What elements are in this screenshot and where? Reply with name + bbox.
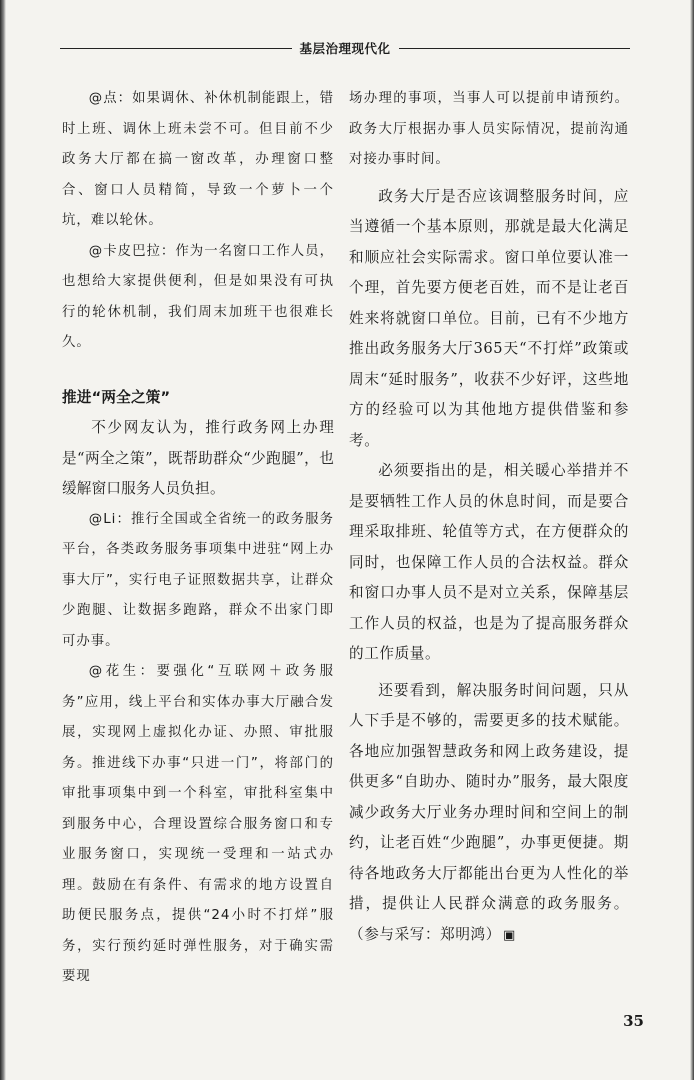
left-column [62,84,334,993]
body-paragraph: 必须要指出的是，相关暖心举措并不是要牺牲工作人员的休息时间，而是要合理采取排班、轮值等方式，在方便群众的同时，也保障工作人员的合法权益。群众和窗口办事人员不是对立关系，保障基层工作人员的权益，也是为了提高服务群众的工作质量。 [349,462,629,662]
netizen-comment-kapibala: @卡皮巴拉：作为一名窗口工作人员，也想给大家提供便利，但是如果没有可执行的轮休机制，我们周末加班干也很难长久。 [62,243,334,350]
body-paragraph: 政务大厅是否应该调整服务时间，应当遵循一个基本原则，那就是最大化满足和顺应社会实际需求。窗口单位要认准一个理，首先要方便老百姓，而不是让老百姓来将就窗口单位。目前，已有不少地方推出政务服务大厅365天“不打烊”政策或周末“延时服务”，收获不少好评，这些地方的经验可以为其他地方提供借鉴和参考。 [349,187,629,449]
netizen-comment-huasheng: @花生：要强化“互联网＋政务服务”应用，线上平台和实体办事大厅融合发展，实现网上虚拟化办证、办照、审批服务。推进线下办事“只进一门”，将部门的审批事项集中到一个科室，审批科室集中到服务中心，合理设置综合服务窗口和专业服务窗口，实现统一受理和一站式办理。鼓励在有条件、有需求的地方设置自助便民服务点，提供“24小时不打烊”服务，实行预约延时弹性服务，对于确实需要现 [62,664,334,984]
right-column [349,84,629,951]
page-number: 35 [623,1012,644,1030]
running-header [60,38,630,58]
netizen-comment-dian: @点：如果调休、补休机制能跟上，错时上班、调休上班未尝不可。但目前不少政务大厅都在搞一窗改革，办理窗口整合、窗口人员精简，导致一个萝卜一个坑，难以轮休。 [62,91,334,228]
closing-paragraph-text: 还要看到，解决服务时间问题，只从人下手是不够的，需要更多的技术赋能。各地应加强智慧政务和网上政务建设，提供更多“自助办、随时办”服务，最大限度减少政务大厅业务办理时间和空间上的制约，让老百姓“少跑腿”，办事更便捷。期待各地政务大厅都能出台更为人性化的举措，提供让人民群众满意的政务服务。（参与采写：郑明鸿） [349,681,629,943]
netizen-comment-huasheng-cont: 场办理的事项，当事人可以提前申请预约。政务大厅根据办事人员实际情况，提前沟通对接办事时间。 [349,91,629,167]
end-mark-icon: ▣ [502,927,516,943]
section-title: 基层治理现代化 [299,41,391,56]
section-heading: 推进“两全之策” [62,388,171,406]
header-rule-left [60,48,292,49]
body-paragraph [349,676,629,952]
scan-edge-left [0,0,6,1080]
body-paragraph: 不少网友认为，推行政务网上办理是“两全之策”，既帮助群众“少跑腿”，也缓解窗口服务人员负担。 [62,419,334,497]
scan-edge-right [690,0,694,1080]
netizen-comment-li: @Li：推行全国或全省统一的政务服务平台，各类政务服务事项集中进驻“网上办事大厅”，实行电子证照数据共享，让群众少跑腿、让数据多跑路，群众不出家门即可办事。 [62,511,334,649]
header-rule-right [399,48,631,49]
